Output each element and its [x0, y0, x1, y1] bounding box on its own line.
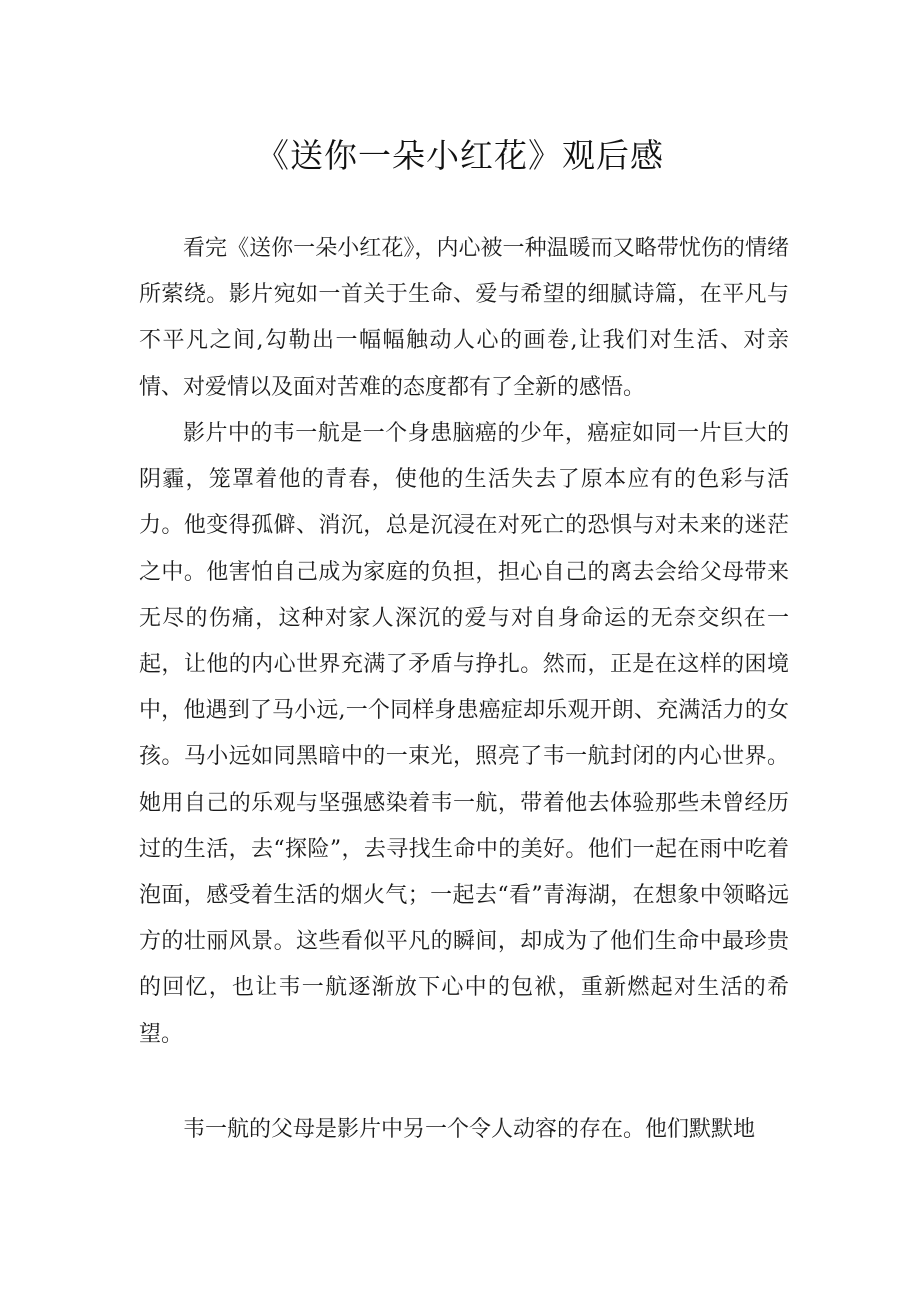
paragraph-1: 看完《送你一朵小红花》，内心被一种温暖而又略带忧伤的情绪所萦绕。影片宛如一首关于生命、爱与希望的细腻诗篇，在平凡与不平凡之间,勾勒出一幅幅触动人心的画卷,让我们对生活、对亲情、对爱情以及面对苦难的态度都有了全新的感悟。	[139, 236, 789, 400]
paragraph-1-block	[139, 226, 789, 411]
document-title: 《送你一朵小红花》观后感	[256, 136, 664, 175]
paragraph-3-block	[139, 1107, 789, 1153]
paragraph-2: 影片中的韦一航是一个身患脑癌的少年，癌症如同一片巨大的阴霾，笼罩着他的青春，使他的生活失去了原本应有的色彩与活力。他变得孤僻、消沉，总是沉浸在对死亡的恐惧与对未来的迷茫之中。他害怕自己成为家庭的负担，担心自己的离去会给父母带来无尽的伤痛，这种对家人深沉的爱与对自身命运的无奈交织在一起，让他的内心世界充满了矛盾与挣扎。然而，正是在这样的困境中，他遇到了马小远,一个同样身患癌症却乐观开朗、充满活力的女孩。马小远如同黑暗中的一束光，照亮了韦一航封闭的内心世界。她用自己的乐观与坚强感染着韦一航，带着他去体验那些未曾经历过的生活，去“探险”，去寻找生命中的美好。他们一起在雨中吃着泡面，感受着生活的烟火气；一起去“看”青海湖，在想象中领略远方的壮丽风景。这些看似平凡的瞬间，却成为了他们生命中最珍贵的回忆，也让韦一航逐渐放下心中的包袱，重新燃起对生活的希望。	[139, 421, 789, 1047]
paragraph-3: 韦一航的父母是影片中另一个令人动容的存在。他们默默地	[183, 1117, 756, 1142]
paragraph-2-block	[139, 411, 789, 1058]
